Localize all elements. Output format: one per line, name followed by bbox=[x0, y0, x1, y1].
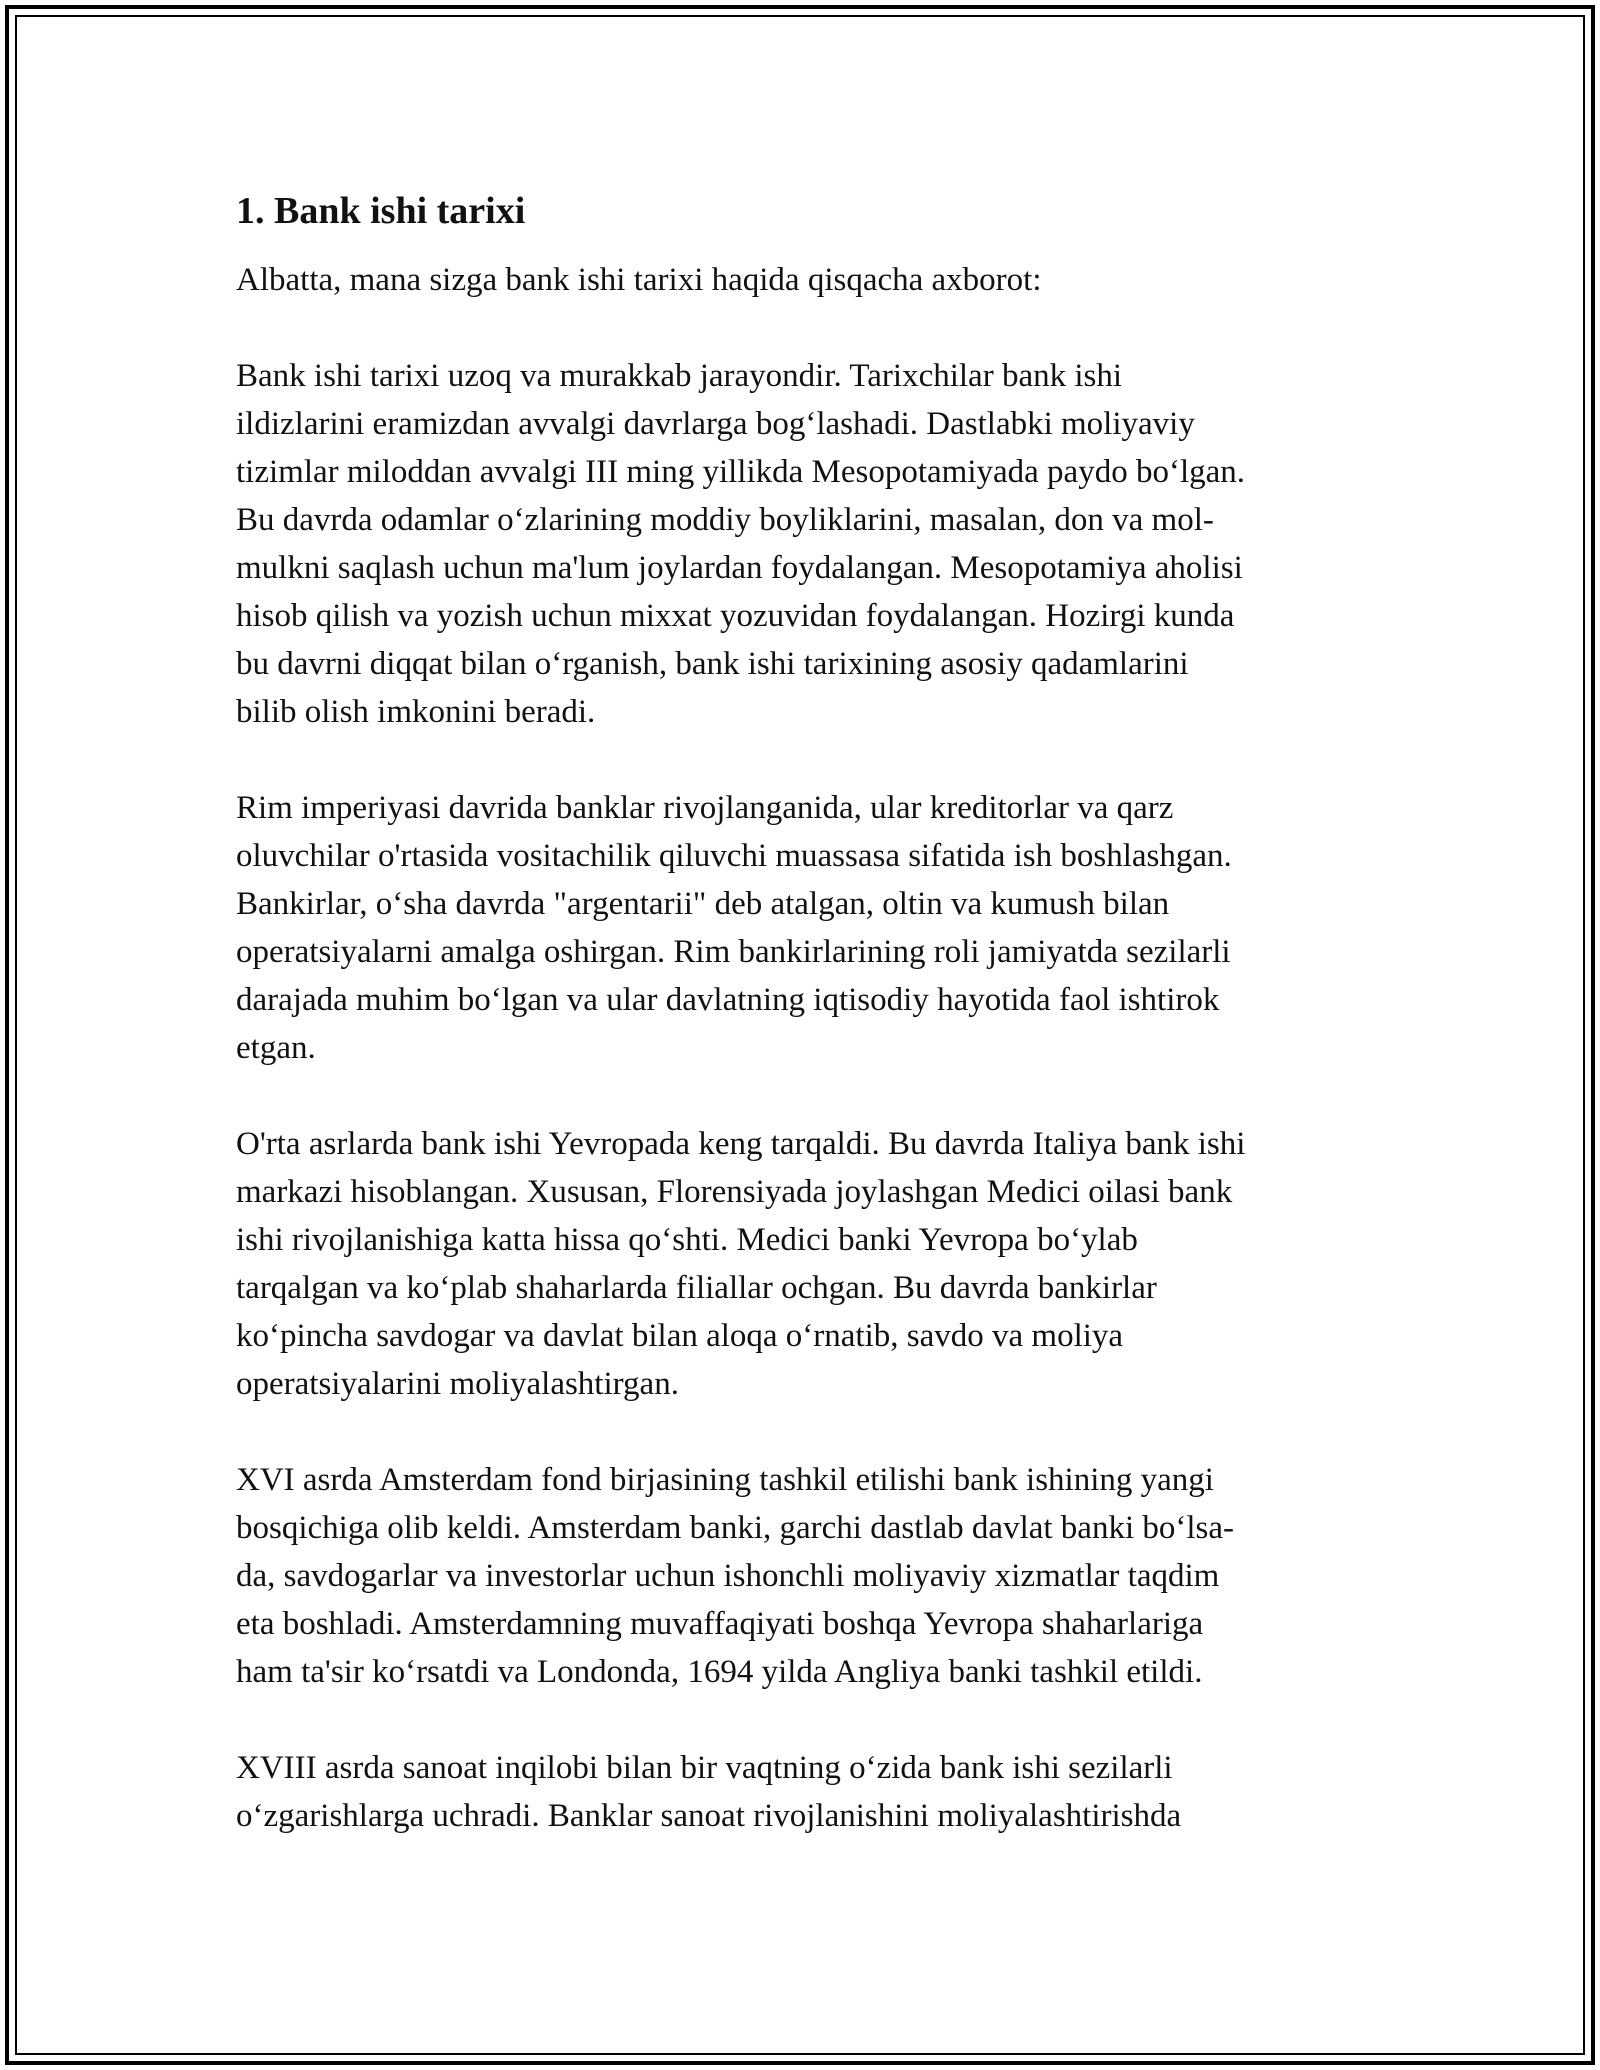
text-line: operatsiyalarini moliyalashtirgan. bbox=[236, 1366, 679, 1402]
text-line: Bankirlar, o‘sha davrda "argentarii" deb atalgan, oltin va kumush bilan bbox=[236, 886, 1170, 922]
text-line: markazi hisoblangan. Xususan, Florensiyada joylashgan Medici oilasi bank bbox=[236, 1174, 1233, 1210]
paragraph-rome bbox=[236, 784, 1386, 1072]
text-line: o‘zgarishlarga uchradi. Banklar sanoat rivojlanishini moliyalashtirishda bbox=[236, 1798, 1182, 1834]
text-line: darajada muhim bo‘lgan va ular davlatning iqtisodiy hayotida faol ishtirok bbox=[236, 982, 1220, 1018]
text-line: ishi rivojlanishiga katta hissa qo‘shti. Medici banki Yevropa bo‘ylab bbox=[236, 1222, 1138, 1258]
text-line: da, savdogarlar va investorlar uchun ishonchli moliyaviy xizmatlar taqdim bbox=[236, 1558, 1220, 1594]
text-line: oluvchilar o'rtasida vositachilik qiluvchi muassasa sifatida ish boshlashgan. bbox=[236, 838, 1232, 874]
paragraph-industrial bbox=[236, 1744, 1386, 1840]
text-line: tarqalgan va ko‘plab shaharlarda filiallar ochgan. Bu davrda bankirlar bbox=[236, 1270, 1157, 1306]
text-line: ildizlarini eramizdan avvalgi davrlarga bog‘lashadi. Dastlabki moliyaviy bbox=[236, 406, 1195, 442]
section-heading: 1. Bank ishi tarixi bbox=[236, 190, 526, 232]
text-line: bu davrni diqqat bilan o‘rganish, bank ishi tarixining asosiy qadamlarini bbox=[236, 646, 1189, 682]
text-line: XVIII asrda sanoat inqilobi bilan bir vaqtning o‘zida bank ishi sezilarli bbox=[236, 1750, 1173, 1786]
text-line: bosqichiga olib keldi. Amsterdam banki, garchi dastlab davlat banki bo‘lsa- bbox=[236, 1510, 1235, 1546]
text-line: Bank ishi tarixi uzoq va murakkab jarayondir. Tarixchilar bank ishi bbox=[236, 358, 1123, 394]
paragraph-intro bbox=[236, 256, 1386, 304]
text-line: tizimlar miloddan avvalgi III ming yillikda Mesopotamiyada paydo bo‘lgan. bbox=[236, 454, 1246, 490]
paragraph-middle-ages bbox=[236, 1120, 1386, 1408]
text-line: O'rta asrlarda bank ishi Yevropada keng tarqaldi. Bu davrda Italiya bank ishi bbox=[236, 1126, 1246, 1162]
text-line: Rim imperiyasi davrida banklar rivojlanganida, ular kreditorlar va qarz bbox=[236, 790, 1174, 826]
document-body bbox=[236, 185, 1386, 1840]
text-line: etgan. bbox=[236, 1030, 316, 1066]
text-line: XVI asrda Amsterdam fond birjasining tashkil etilishi bank ishining yangi bbox=[236, 1462, 1214, 1498]
text-line: bilib olish imkonini beradi. bbox=[236, 694, 596, 730]
text-line: mulkni saqlash uchun ma'lum joylardan foydalangan. Mesopotamiya aholisi bbox=[236, 550, 1243, 586]
text-line: Bu davrda odamlar o‘zlarining moddiy boyliklarini, masalan, don va mol- bbox=[236, 502, 1214, 538]
paragraph-mesopotamia bbox=[236, 352, 1386, 736]
text-line: ham ta'sir ko‘rsatdi va Londonda, 1694 yilda Angliya banki tashkil etildi. bbox=[236, 1654, 1203, 1690]
text-line: Albatta, mana sizga bank ishi tarixi haqida qisqacha axborot: bbox=[236, 262, 1042, 298]
paragraph-amsterdam bbox=[236, 1456, 1386, 1696]
text-line: hisob qilish va yozish uchun mixxat yozuvidan foydalangan. Hozirgi kunda bbox=[236, 598, 1235, 634]
text-line: operatsiyalarni amalga oshirgan. Rim bankirlarining roli jamiyatda sezilarli bbox=[236, 934, 1231, 970]
text-line: eta boshladi. Amsterdamning muvaffaqiyati boshqa Yevropa shaharlariga bbox=[236, 1606, 1204, 1642]
text-line: ko‘pincha savdogar va davlat bilan aloqa o‘rnatib, savdo va moliya bbox=[236, 1318, 1124, 1354]
